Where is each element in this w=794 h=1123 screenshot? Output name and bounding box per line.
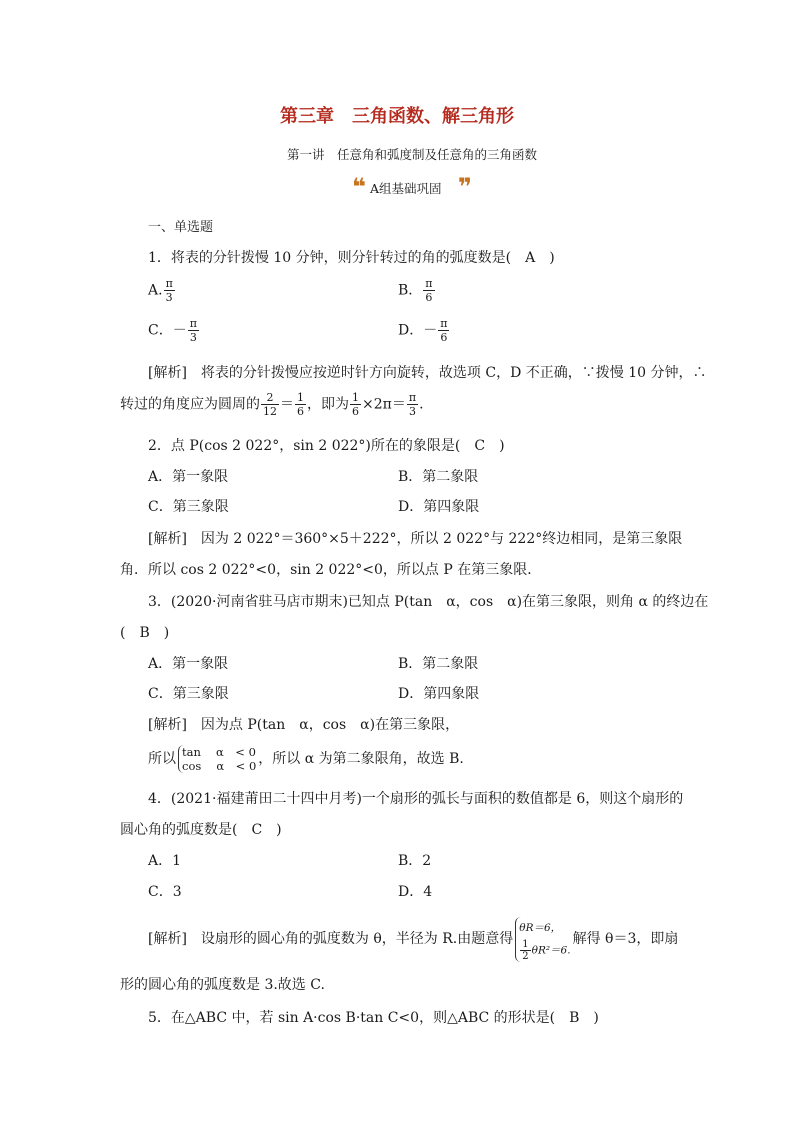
q3-stem-line2: ( B ): [120, 625, 170, 641]
close-quote-icon: ❞: [457, 173, 472, 201]
fraction-num: π: [189, 317, 197, 330]
q1-stem: 1．将表的分针拨慢 10 分钟，则分针转过的角的弧度数是( A ): [148, 250, 555, 266]
equation-system: [178, 745, 256, 773]
q1-option-c: [148, 317, 200, 344]
fraction: [520, 939, 530, 962]
q2-analysis-line1: [解析] 因为 2 022°＝360°×5＋222°，所以 2 022°与 222°终边相同，是第三象限: [148, 531, 683, 547]
fraction-num: π: [165, 277, 173, 290]
fraction-num: π: [408, 391, 417, 404]
system-row: θR＝6，: [519, 921, 562, 934]
q4-analysis-line2: 形的圆心角的弧度数是 3.故选 C.: [120, 977, 325, 993]
open-quote-icon: ❝: [352, 173, 367, 201]
fraction-den: 3: [189, 331, 197, 344]
text: 解得 θ＝3，即扇: [572, 931, 679, 947]
option-label: B．: [398, 282, 423, 299]
equation-system: [515, 917, 570, 962]
text: ，所以 α 为第二象限角，故选 B.: [258, 751, 464, 767]
system-row: tan α < 0: [182, 745, 256, 759]
q3-option-a: A．第一象限: [148, 656, 229, 672]
text: [解析] 设扇形的圆心角的弧度数为 θ，半径为 R.由题意得: [148, 931, 514, 947]
group-badge: [352, 173, 472, 201]
text: 转过的角度应为圆周的: [120, 396, 260, 413]
fraction-num: 1: [522, 938, 529, 950]
fraction: [407, 391, 418, 418]
fraction: [164, 277, 175, 304]
fraction: [438, 317, 449, 344]
fraction-den: 6: [352, 405, 359, 418]
section-title: 一、单选题: [148, 220, 214, 235]
q4-stem-line1: 4．(2021·福建莆田二十四中月考)一个扇形的弧长与面积的数值都是 6，则这个扇形的: [148, 791, 684, 807]
fraction-den: 6: [297, 405, 304, 418]
q3-option-c: C．第三象限: [148, 686, 229, 702]
fraction-num: 1: [352, 391, 359, 404]
fraction-den: 6: [440, 331, 448, 344]
text: θR²＝6.: [531, 944, 571, 956]
q2-option-b: B．第二象限: [398, 469, 479, 485]
q4-option-c: C．3: [148, 884, 182, 900]
fraction: [350, 391, 361, 418]
fraction-num: π: [425, 277, 433, 290]
fraction: [295, 391, 306, 418]
text: ，即为: [307, 396, 349, 413]
group-label: A组基础巩固: [370, 181, 442, 196]
q5-stem: 5．在△ABC 中，若 sin A·cos B·tan C<0，则△ABC 的形状是( B ): [148, 1010, 599, 1026]
q2-option-d: D．第四象限: [398, 499, 480, 515]
text: 所以: [148, 751, 176, 767]
q1-analysis-line1: [解析] 将表的分针拨慢应按逆时针方向旋转，故选项 C，D 不正确，∵拨慢 10 分钟，∴: [148, 365, 707, 381]
q4-option-a: A．1: [148, 853, 182, 869]
text: .: [419, 396, 424, 413]
fraction-den: 2: [522, 950, 529, 962]
option-label: D．－: [398, 322, 438, 339]
q3-analysis-line1: [解析] 因为点 P(tan α，cos α)在第三象限，: [148, 717, 460, 733]
system-row: cos α < 0: [182, 759, 257, 773]
q2-option-a: A．第一象限: [148, 469, 229, 485]
q3-option-b: B．第二象限: [398, 656, 479, 672]
q1-analysis-line2: [120, 391, 424, 418]
fraction-num: 1: [297, 391, 304, 404]
q2-analysis-line2: 角．所以 cos 2 022°<0，sin 2 022°<0，所以点 P 在第三象限．: [120, 562, 542, 578]
q4-option-b: B．2: [398, 853, 432, 869]
q1-option-a: [148, 277, 176, 313]
fraction-num: π: [440, 317, 448, 330]
option-label: A.: [148, 282, 163, 299]
q4-option-d: D．4: [398, 884, 433, 900]
fraction: [188, 317, 199, 344]
q4-stem-line2: 圆心角的弧度数是( C ): [120, 822, 282, 838]
text: ×2π＝: [362, 396, 406, 413]
q2-option-c: C．第三象限: [148, 499, 229, 515]
q1-option-b: [398, 277, 436, 304]
q1-option-d: [398, 317, 450, 344]
fraction-num: 2: [261, 391, 279, 405]
option-label: C．－: [148, 322, 187, 339]
fraction: [261, 391, 279, 418]
q3-stem-line1: 3．(2020·河南省驻马店市期末)已知点 P(tan α，cos α)在第三象限，则角 α 的终边在: [148, 594, 709, 610]
fraction-den: 3: [408, 405, 416, 418]
fraction: [423, 277, 434, 304]
lecture-title: 第一讲 任意角和弧度制及任意角的三角函数: [286, 147, 537, 162]
fraction-den: 6: [425, 291, 433, 304]
fraction-den: 3: [165, 291, 173, 304]
text: ＝: [280, 396, 294, 413]
fraction-den: 12: [263, 405, 277, 418]
q3-option-d: D．第四象限: [398, 686, 480, 702]
q2-stem: 2．点 P(cos 2 022°，sin 2 022°)所在的象限是( C ): [148, 438, 505, 454]
q4-analysis-line1: [148, 914, 678, 964]
chapter-title: 第三章 三角函数、解三角形: [280, 106, 514, 127]
system-row: [519, 939, 570, 962]
q3-analysis-line2: [148, 745, 464, 773]
